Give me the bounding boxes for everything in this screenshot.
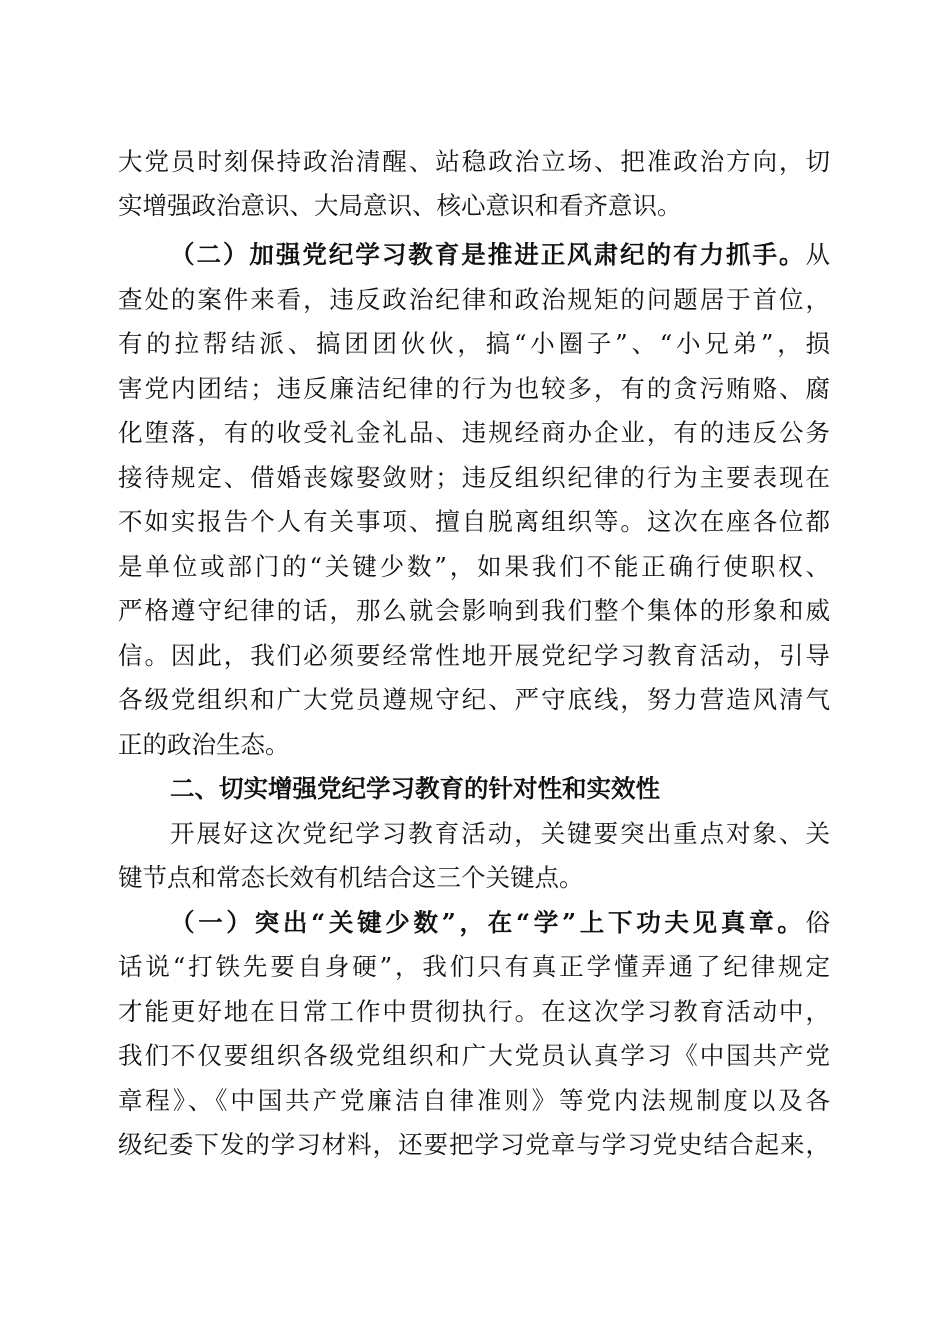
paragraph-line: 开展好这次党纪学习教育活动，关键要突出重点对象、关 bbox=[170, 819, 830, 848]
paragraph-line: 查处的案件来看，违反政治纪律和政治规矩的问题居于首位， bbox=[118, 285, 830, 314]
paragraph-line: 大党员时刻保持政治清醒、站稳政治立场、把准政治方向，切 bbox=[118, 147, 830, 176]
paragraph-line: 各级党组织和广大党员遵规守纪、严守底线，努力营造风清气 bbox=[118, 685, 830, 714]
paragraph-text: 从 bbox=[805, 240, 830, 269]
paragraph-line: 不如实报告个人有关事项、擅自脱离组织等。这次在座各位都 bbox=[118, 507, 830, 536]
subsection-lead-line bbox=[170, 907, 830, 939]
paragraph-line: 我们不仅要组织各级党组织和广大党员认真学习《中国共产党 bbox=[118, 1041, 830, 1070]
paragraph-line: 章程》、《中国共产党廉洁自律准则》等党内法规制度以及各 bbox=[118, 1086, 830, 1115]
paragraph-line: 是单位或部门的“关键少数”，如果我们不能正确行使职权、 bbox=[118, 552, 830, 581]
subsection-title-1: （一）突出“关键少数”，在“学”上下功夫见真章。 bbox=[170, 908, 806, 937]
paragraph-line: 有的拉帮结派、搞团团伙伙，搞“小圈子”、“小兄弟”，损 bbox=[118, 329, 830, 358]
paragraph-line: 正的政治生态。 bbox=[118, 730, 290, 759]
paragraph-line: 接待规定、借婚丧嫁娶敛财；违反组织纪律的行为主要表现在 bbox=[118, 463, 830, 492]
subsection-title-2: （二）加强党纪学习教育是推进正风肃纪的有力抓手。 bbox=[170, 240, 806, 269]
paragraph-line: 话说“打铁先要自身硬”，我们只有真正学懂弄通了纪律规定 bbox=[118, 952, 830, 981]
section-heading-2: 二、切实增强党纪学习教育的针对性和实效性 bbox=[170, 774, 660, 803]
paragraph-line: 化堕落，有的收受礼金礼品、违规经商办企业，有的违反公务 bbox=[118, 418, 830, 447]
paragraph-line: 键节点和常态长效有机结合这三个关键点。 bbox=[118, 863, 584, 892]
paragraph-line: 害党内团结；违反廉洁纪律的行为也较多，有的贪污贿赂、腐 bbox=[118, 374, 830, 403]
paragraph-line: 信。因此，我们必须要经常性地开展党纪学习教育活动，引导 bbox=[118, 641, 830, 670]
paragraph-text: 俗 bbox=[805, 908, 830, 937]
paragraph-line: 才能更好地在日常工作中贯彻执行。在这次学习教育活动中， bbox=[118, 997, 830, 1026]
paragraph-line: 级纪委下发的学习材料，还要把学习党章与学习党史结合起来， bbox=[118, 1130, 830, 1159]
paragraph-line: 严格遵守纪律的话，那么就会影响到我们整个集体的形象和威 bbox=[118, 596, 830, 625]
subsection-lead-line bbox=[170, 239, 830, 271]
paragraph-line: 实增强政治意识、大局意识、核心意识和看齐意识。 bbox=[118, 191, 682, 220]
